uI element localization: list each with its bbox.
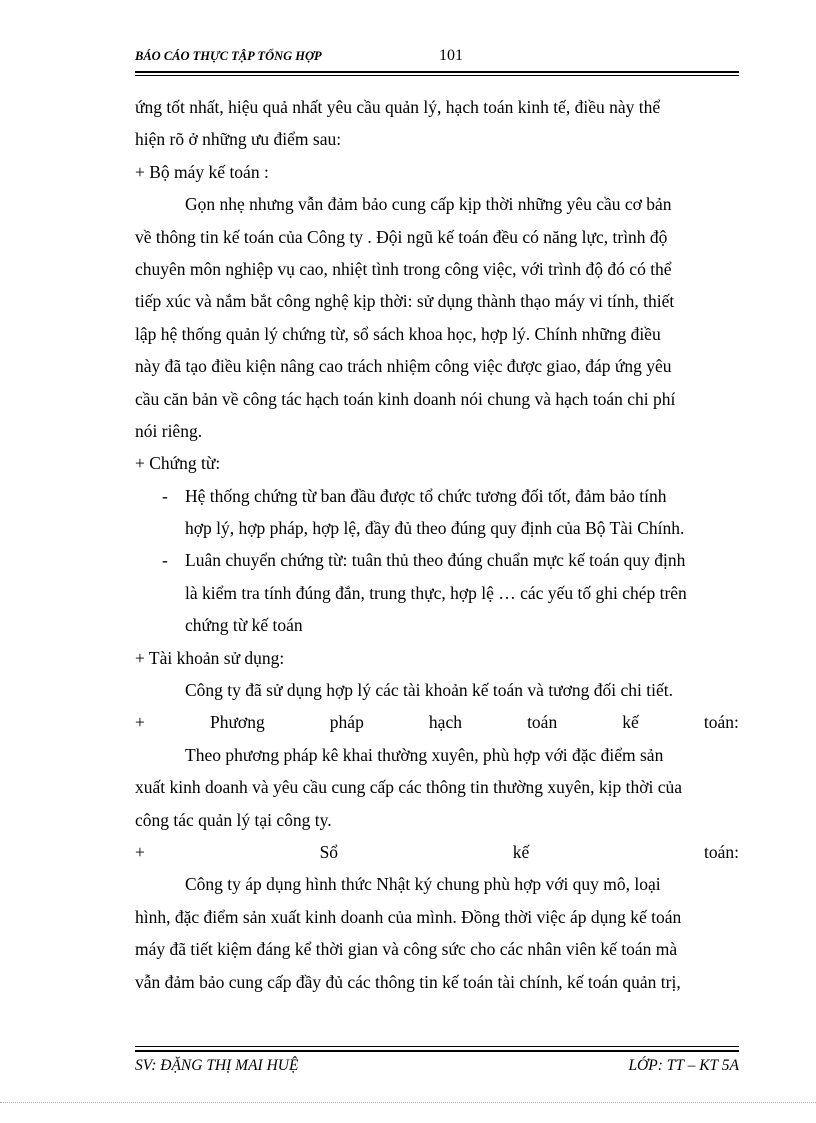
text-line: hiện rõ ở những ưu điểm sau: (135, 129, 342, 150)
heading-word: pháp (329, 712, 364, 733)
header-rule-thin (135, 75, 739, 76)
footer-rule (135, 1050, 739, 1052)
heading-word: Phương (209, 712, 265, 733)
page-number: 101 (439, 47, 463, 64)
text-line: Công ty áp dụng hình thức Nhật ký chung phù hợp với quy mô, loại (185, 874, 661, 895)
text-line: máy đã tiết kiệm đáng kể thời gian và công sức cho các nhân viên kế toán mà (135, 939, 678, 960)
text-line: là kiểm tra tính đúng đắn, trung thực, hợp lệ … các yếu tố ghi chép trên (185, 582, 687, 603)
text-line: ứng tốt nhất, hiệu quả nhất yêu cầu quản lý, hạch toán kinh tế, điều này thể (135, 97, 661, 117)
text-line: lập hệ thống quản lý chứng từ, sổ sách khoa học, hợp lý. Chính những điều (135, 323, 661, 344)
text-line: Theo phương pháp kê khai thường xuyên, phù hợp với đặc điểm sản (185, 744, 664, 765)
section-heading-spread (135, 836, 739, 868)
heading-word: hạch (428, 712, 462, 733)
class-name: LỚP: TT – KT 5A (628, 1057, 739, 1074)
document-body (135, 91, 739, 998)
text-line: chuyên môn nghiệp vụ cao, nhiệt tình trong công việc, với trình độ đó có thể (135, 258, 672, 279)
bullet-item (135, 480, 739, 512)
text-line: công tác quản lý tại công ty. (135, 809, 332, 830)
text-line: Gọn nhẹ nhưng vẫn đảm bảo cung cấp kịp thời những yêu cầu cơ bản (185, 194, 672, 215)
bullet-dash: - (162, 485, 168, 506)
section-heading: + Chứng từ: (135, 453, 221, 474)
heading-word: Sổ (319, 841, 339, 862)
section-heading: + Bộ máy kế toán : (135, 161, 269, 182)
text-line: nói riêng. (135, 420, 203, 441)
text-line: tiếp xúc và nắm bắt công nghệ kịp thời: sử dụng thành thạo máy vi tính, thiết (135, 291, 675, 312)
page-edge (0, 1102, 816, 1103)
text-line: cầu căn bản về công tác hạch toán kinh doanh nói chung và hạch toán chi phí (135, 388, 676, 409)
section-heading-spread (135, 706, 739, 738)
student-name: SV: ĐẶNG THỊ MAI HUỆ (135, 1057, 299, 1074)
heading-word: kế (512, 841, 530, 862)
bullet-text: Hệ thống chứng từ ban đầu được tổ chức tương đối tốt, đảm bảo tính (185, 485, 667, 506)
text-line: hình, đặc điểm sản xuất kinh doanh của mình. Đồng thời việc áp dụng kế toán (135, 906, 682, 927)
text-line: vẫn đảm bảo cung cấp đầy đủ các thông tin kế toán tài chính, kế toán quản trị, (135, 971, 681, 992)
footer-rule-thin (135, 1046, 739, 1047)
heading-word: toán: (703, 712, 739, 733)
heading-word: + (135, 712, 145, 733)
heading-word: toán: (704, 841, 739, 862)
heading-word: toán (527, 712, 558, 733)
bullet-text: Luân chuyển chứng từ: tuân thủ theo đúng chuẩn mực kế toán quy định (185, 550, 686, 571)
heading-word: kế (622, 712, 639, 733)
text-line: về thông tin kế toán của Công ty . Đội ngũ kế toán đều có năng lực, trình độ (135, 226, 668, 247)
heading-word: + (135, 841, 145, 862)
text-line: chứng từ kế toán (185, 615, 303, 636)
bullet-dash: - (162, 550, 168, 571)
text-line: này đã tạo điều kiện nâng cao trách nhiệm công việc được giao, đáp ứng yêu (135, 356, 672, 377)
header-title: BÁO CÁO THỰC TẬP TỔNG HỢP (135, 49, 322, 63)
section-heading: + Tài khoản sử dụng: (135, 647, 285, 668)
text-line: xuất kinh doanh và yêu cầu cung cấp các thông tin thường xuyên, kịp thời của (135, 777, 683, 798)
text-line: hợp lý, hợp pháp, hợp lệ, đầy đủ theo đúng quy định của Bộ Tài Chính. (185, 518, 685, 539)
bullet-item (135, 544, 739, 576)
header-rule (135, 71, 739, 73)
text-line: Công ty đã sử dụng hợp lý các tài khoản kế toán và tương đối chi tiết. (185, 680, 674, 701)
